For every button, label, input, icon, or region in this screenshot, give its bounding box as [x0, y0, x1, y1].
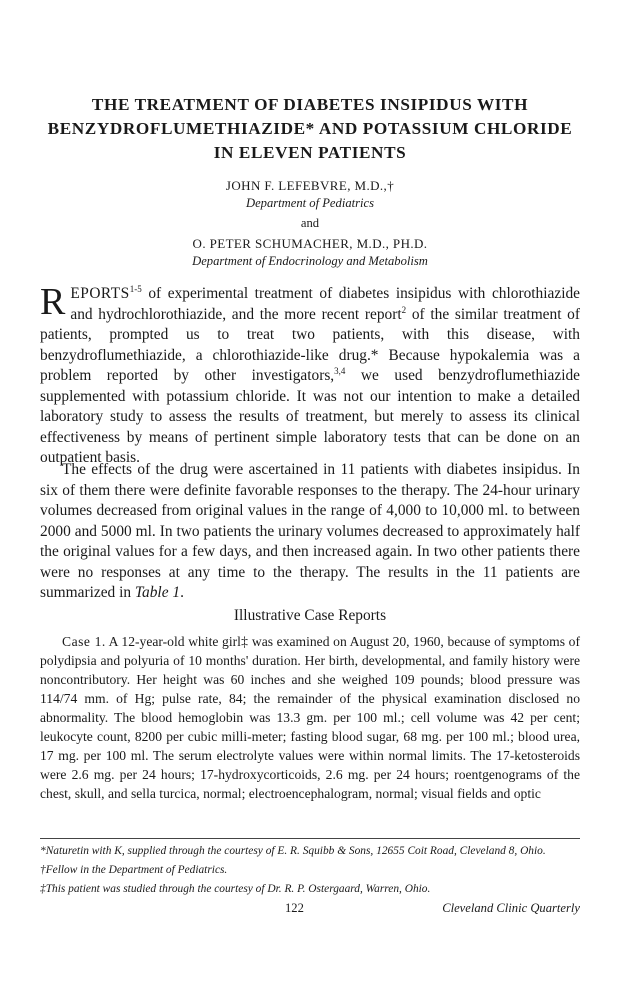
reference-marker: 3,4 [334, 365, 346, 376]
intro-text-part: of the similar treatment of patients, prompted us to treat two patients, with this disease, with benzydroflumethiazide, a chlorothiazide-like drug.* Because hypokalemia was a problem reported by other investigators, [40, 305, 581, 384]
reference-marker: 1-5 [129, 283, 142, 294]
article-title: THE TREATMENT OF DIABETES INSIPIDUS WITH BENZYDROFLUMETHIAZIDE* AND POTASSIUM CHLORIDE IN ELEVEN PATIENTS [47, 95, 573, 162]
author-1: JOHN F. LEFEBVRE, M.D.,† [225, 178, 395, 193]
author-conjunction: and [300, 216, 320, 230]
case-1-paragraph [40, 632, 580, 803]
author-1-department: Department of Pediatrics [245, 196, 375, 210]
footnote-courtesy: ‡This patient was studied through the courtesy of Dr. R. P. Ostergaard, Warren, Ohio. [40, 883, 431, 895]
section-heading: Illustrative Case Reports [233, 607, 387, 624]
drop-cap: R [40, 281, 66, 323]
page-number: 122 [285, 901, 304, 915]
intro-text-part: of experimental treatment of diabetes insipidus with chlorothiazide and hydrochlorothiazide, and the more recent report [70, 285, 580, 323]
author-2: O. PETER SCHUMACHER, M.D., PH.D. [192, 236, 428, 251]
results-text: The effects of the drug were ascertained in 11 patients with diabetes insipidus. In six of them there were definite favorable responses to the therapy. The 24-hour urinary volumes decreased from original values in the range of 4,000 to 10,000 ml. to between 2000 and 5000 ml. In two patients the urinary volumes decreased to approximately half the original values for a few days, and then increased again. In two other patients there were no responses at any time to the therapy. The results in the 11 patients are summarized in [40, 461, 580, 601]
footnotes [40, 843, 580, 900]
case-1-text: A 12-year-old white girl‡ was examined on August 20, 1960, because of symptoms of polydipsia and polyuria of 10 months' duration. Her birth, developmental, and family history were noncontributory. Her height was 60 inches and she weighed 109 pounds; blood pressure was 114/74 mm. of Hg; pulse rate, 84; the remainder of the physical examination disclosed no abnormality. The blood hemoglobin was 13.3 gm. per 100 ml.; cell volume was 42 per cent; leukocyte count, 8200 per cubic milli-meter; fasting blood sugar, 68 mg. per 100 ml.; blood urea, 17 mg. per 100 ml. The serum electrolyte values were within normal limits. The 17-ketosteroids were 2.6 mg. per 24 hours; 17-hydroxycorticoids, 2.6 mg. per 24 hours; roentgenograms of the chest, skull, and sella turcica, normal; electroencephalogram, normal; visual fields and optic [40, 634, 580, 801]
reference-marker: 2 [401, 304, 407, 315]
intro-paragraph [40, 281, 581, 469]
case-label: Case 1. [62, 634, 106, 649]
table-reference: Table 1 [134, 584, 181, 601]
footnote-drug-supply: *Naturetin with K, supplied through the courtesy of E. R. Squibb & Sons, 12655 Coit Road, Cleveland 8, Ohio. [40, 845, 546, 857]
footnote-fellow: †Fellow in the Department of Pediatrics. [40, 864, 228, 876]
results-paragraph [40, 460, 580, 604]
results-end: . [180, 584, 184, 601]
author-2-department: Department of Endocrinology and Metabolism [192, 254, 428, 268]
intro-text-part: we used benzydroflumethiazide supplemented with potassium chloride. It was not our intention to make a detailed laboratory study to assess the results of treatment, but merely to assess its clinical effectiveness by means of pertinent simple laboratory tests that can be done on an outpatient basis. [40, 367, 580, 466]
intro-lead-word: EPORTS [70, 285, 130, 302]
journal-name: Cleveland Clinic Quarterly [442, 901, 580, 915]
footnote-divider [40, 838, 580, 839]
